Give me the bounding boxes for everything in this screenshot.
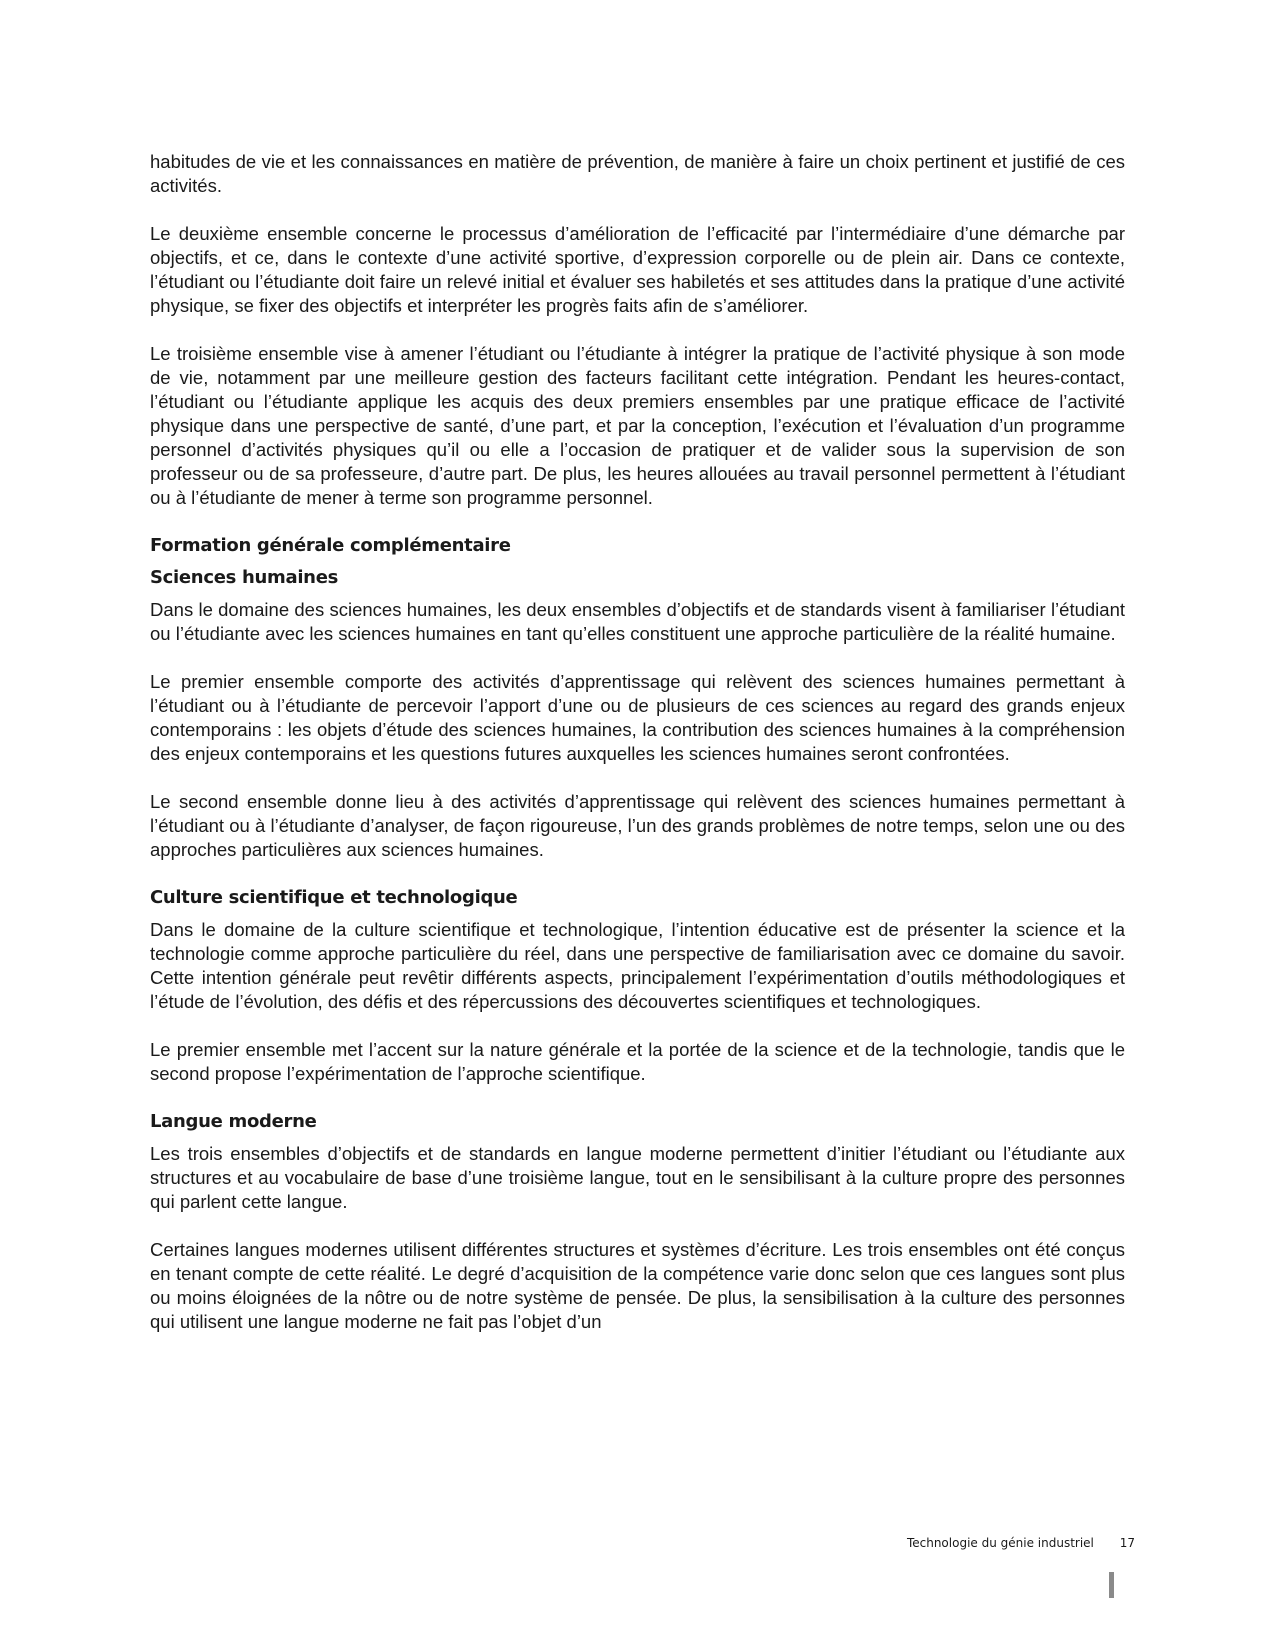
paragraph: Dans le domaine de la culture scientifique et technologique, l’intention éducative est de présenter la science et la technologie comme approche particulière du réel, dans une perspective de familiarisation avec ce domaine du savoir. Cette intention générale peut revêtir différents aspects, principalement l’expérimentation d’outils méthodologiques et l’étude de l’évolution, des défis et des répercussions des découvertes scientifiques et technologiques. bbox=[150, 919, 1125, 1012]
page-body bbox=[150, 150, 1125, 1358]
footer-marker-bar bbox=[1109, 1572, 1114, 1598]
paragraph: Le second ensemble donne lieu à des activités d’apprentissage qui relèvent des sciences humaines permettant à l’étudiant ou à l’étudiante d’analyser, de façon rigoureuse, l’un des grands problèmes de notre temps, selon une ou des approches particulières aux sciences humaines. bbox=[150, 791, 1125, 860]
paragraph: Les trois ensembles d’objectifs et de standards en langue moderne permettent d’initier l’étudiant ou l’étudiante aux structures et au vocabulaire de base d’une troisième langue, tout en le sensibilisant à la culture propre des personnes qui parlent cette langue. bbox=[150, 1143, 1125, 1212]
footer-title: Technologie du génie industriel bbox=[906, 1536, 1094, 1550]
paragraph: habitudes de vie et les connaissances en matière de prévention, de manière à faire un choix pertinent et justifié de ces activités. bbox=[150, 151, 1125, 196]
paragraph: Le premier ensemble met l’accent sur la nature générale et la portée de la science et de la technologie, tandis que le second propose l’expérimentation de l’approche scientifique. bbox=[150, 1039, 1125, 1084]
paragraph: Le premier ensemble comporte des activités d’apprentissage qui relèvent des sciences humaines permettant à l’étudiant ou à l’étudiante de percevoir l’apport d’une ou de plusieurs de ces sciences au regard des grands enjeux contemporains : les objets d’étude des sciences humaines, la contribution des sciences humaines à la compréhension des enjeux contemporains et les questions futures auxquelles les sciences humaines seront confrontées. bbox=[150, 671, 1125, 764]
subsection-heading-culture-scientifique: Culture scientifique et technologique bbox=[150, 887, 518, 908]
section-heading: Formation générale complémentaire bbox=[150, 535, 511, 556]
subsection-heading-sciences-humaines: Sciences humaines bbox=[150, 567, 339, 588]
page-footer bbox=[907, 1536, 1135, 1550]
paragraph: Certaines langues modernes utilisent différentes structures et systèmes d’écriture. Les trois ensembles ont été conçus en tenant compte de cette réalité. Le degré d’acquisition de la compétence varie donc selon que ces langues sont plus ou moins éloignées de la nôtre ou de notre système de pensée. De plus, la sensibilisation à la culture des personnes qui utilisent une langue moderne ne fait pas l’objet d’un bbox=[150, 1239, 1125, 1332]
paragraph: Dans le domaine des sciences humaines, les deux ensembles d’objectifs et de standards visent à familiariser l’étudiant ou l’étudiante avec les sciences humaines en tant qu’elles constituent une approche particulière de la réalité humaine. bbox=[150, 599, 1125, 644]
subsection-heading-langue-moderne: Langue moderne bbox=[150, 1111, 317, 1132]
paragraph: Le troisième ensemble vise à amener l’étudiant ou l’étudiante à intégrer la pratique de l’activité physique à son mode de vie, notamment par une meilleure gestion des facteurs facilitant cette intégration. Pendant les heures-contact, l’étudiant ou l’étudiante applique les acquis des deux premiers ensembles par une pratique efficace de l’activité physique dans une perspective de santé, d’une part, et par la conception, l’exécution et l’évaluation d’un programme personnel d’activités physiques qu’il ou elle a l’occasion de pratiquer et de valider sous la supervision de son professeur ou de sa professeure, d’autre part. De plus, les heures allouées au travail personnel permettent à l’étudiant ou à l’étudiante de mener à terme son programme personnel. bbox=[150, 343, 1125, 508]
paragraph: Le deuxième ensemble concerne le processus d’amélioration de l’efficacité par l’intermédiaire d’une démarche par objectifs, et ce, dans le contexte d’une activité sportive, d’expression corporelle ou de plein air. Dans ce contexte, l’étudiant ou l’étudiante doit faire un relevé initial et évaluer ses habiletés et ses attitudes dans la pratique d’une activité physique, se fixer des objectifs et interpréter les progrès faits afin de s’améliorer. bbox=[150, 223, 1125, 316]
page-number: 17 bbox=[1119, 1536, 1135, 1550]
